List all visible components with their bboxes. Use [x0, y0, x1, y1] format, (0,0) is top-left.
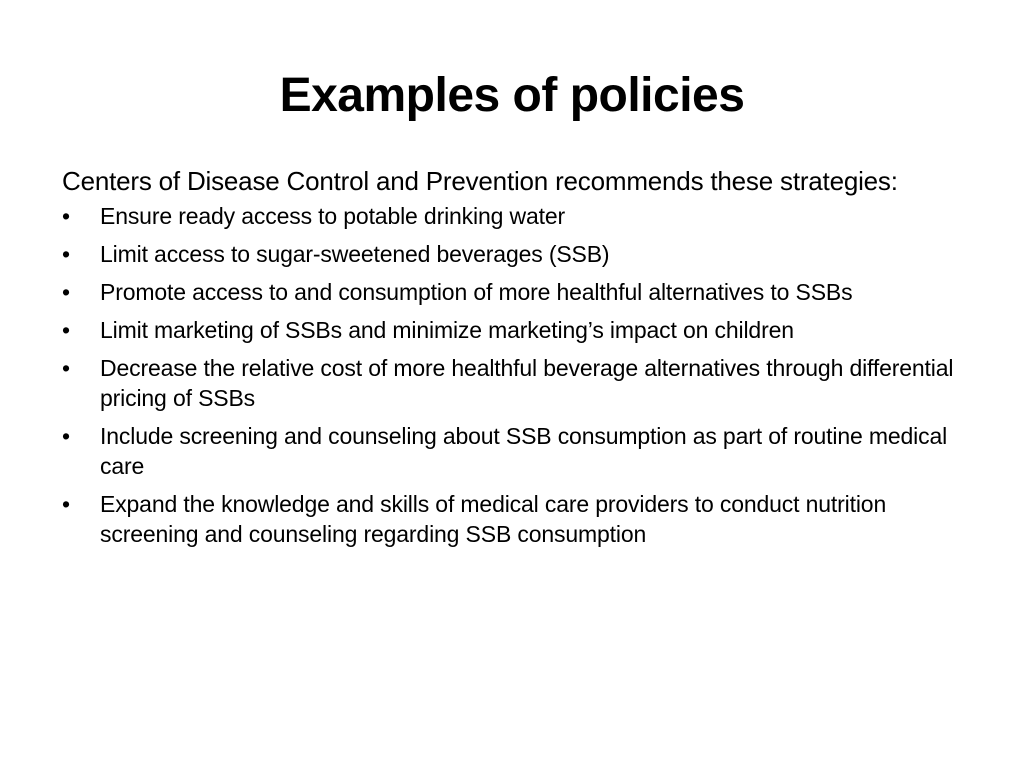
strategy-item — [62, 201, 972, 231]
bullet-icon: • — [62, 241, 70, 267]
strategy-item — [62, 353, 972, 413]
bullet-icon: • — [62, 279, 70, 305]
strategy-list — [62, 201, 972, 549]
strategy-item — [62, 421, 972, 481]
strategy-text: Ensure ready access to potable drinking water — [100, 203, 566, 229]
bullet-icon: • — [62, 317, 70, 343]
slide-title: Examples of policies — [279, 69, 745, 122]
strategy-item — [62, 277, 972, 307]
strategy-item — [62, 239, 972, 269]
bullet-icon: • — [62, 203, 70, 229]
bullet-icon: • — [62, 491, 70, 517]
strategy-item — [62, 489, 972, 549]
strategy-text: Expand the knowledge and skills of medical care providers to conduct nutrition screening and counseling regarding SSB consumption — [100, 491, 887, 547]
slide-body — [62, 166, 972, 557]
strategy-text: Limit access to sugar-sweetened beverages (SSB) — [100, 241, 610, 267]
strategy-text: Promote access to and consumption of more healthful alternatives to SSBs — [100, 279, 853, 305]
strategy-text: Include screening and counseling about SSB consumption as part of routine medical care — [100, 423, 948, 479]
strategy-item — [62, 315, 972, 345]
bullet-icon: • — [62, 355, 70, 381]
strategy-text: Limit marketing of SSBs and minimize marketing’s impact on children — [100, 317, 794, 343]
bullet-icon: • — [62, 423, 70, 449]
intro-text: Centers of Disease Control and Prevention recommends these strategies: — [62, 166, 898, 196]
strategy-text: Decrease the relative cost of more healthful beverage alternatives through differential pricing of SSBs — [100, 355, 954, 411]
